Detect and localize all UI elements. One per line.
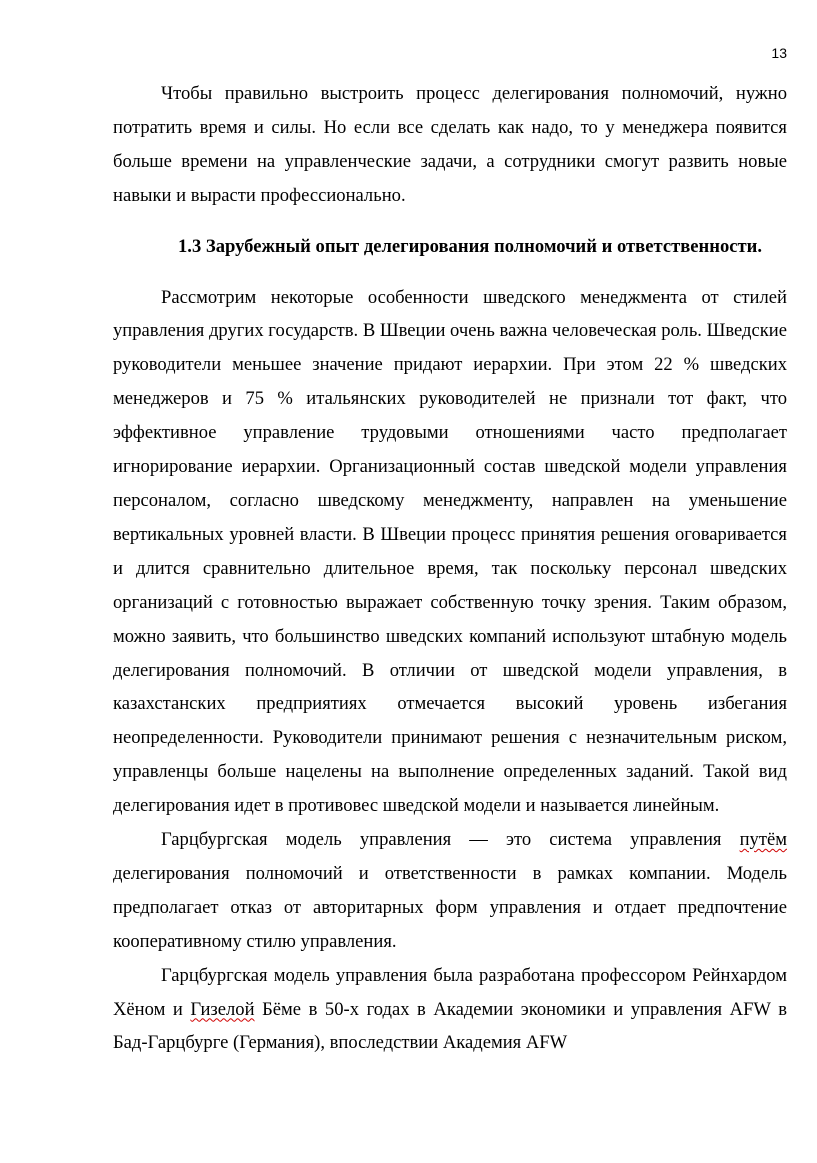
paragraph-text-part: Гарцбургская модель управления была разработана профессором Рейнхардом Хёном и bbox=[113, 964, 787, 1020]
paragraph-text-part: Гарцбургская модель управления — это система управления bbox=[161, 829, 740, 851]
paragraph-text-part: делегирования полномочий и ответственности в рамках компании. Модель предполагает отказ от авторитарных форм управления и отдает предпочтение кооперативному стилю управления. bbox=[113, 862, 787, 952]
paragraph-text-part: Бёме в 50-х годах в Академии экономики и управления AFW в Бад-Гарцбурге (Германия), впоследствии Академия AFW bbox=[113, 998, 787, 1054]
paragraph-harzburg-model bbox=[113, 823, 787, 959]
spellcheck-underlined-word[interactable]: Гизелой bbox=[190, 998, 255, 1020]
document-body bbox=[113, 77, 787, 1060]
paragraph-harzburg-origin bbox=[113, 959, 787, 1061]
page-number: 13 bbox=[771, 45, 787, 61]
section-heading: 1.3 Зарубежный опыт делегирования полномочий и ответственности. bbox=[178, 235, 762, 257]
spellcheck-underlined-word[interactable]: путём bbox=[739, 829, 787, 851]
paragraph-swedish-management: Рассмотрим некоторые особенности шведского менеджмента от стилей управления других государств. В Швеции очень важна человеческая роль. Шведские руководители меньшее значение придают иерархии. При этом 22 % шведских менеджеров и 75 % итальянских руководителей не признали тот факт, что эффективное управление трудовыми отношениями часто предполагает игнорирование иерархии. Организационный состав шведской модели управления персоналом, согласно шведскому менеджменту, направлен на уменьшение вертикальных уровней власти. В Швеции процесс принятия решения оговаривается и длится сравнительно длительное время, так поскольку персонал шведских организаций с готовностью выражает собственную точку зрения. Таким образом, можно заявить, что большинство шведских компаний используют штабную модель делегирования полномочий. В отличии от шведской модели управления, в казахстанских предприятиях отмечается высокий уровень избегания неопределенности. Руководители принимают решения с незначительным риском, управленцы больше нацелены на выполнение определенных заданий. Такой вид делегирования идет в противовес шведской модели и называется линейным. bbox=[113, 286, 787, 817]
paragraph-delegation-process: Чтобы правильно выстроить процесс делегирования полномочий, нужно потратить время и силы. Но если все сделать как надо, то у менеджера появится больше времени на управленческие задачи, а сотрудники смогут развить новые навыки и вырасти профессионально. bbox=[113, 83, 787, 206]
